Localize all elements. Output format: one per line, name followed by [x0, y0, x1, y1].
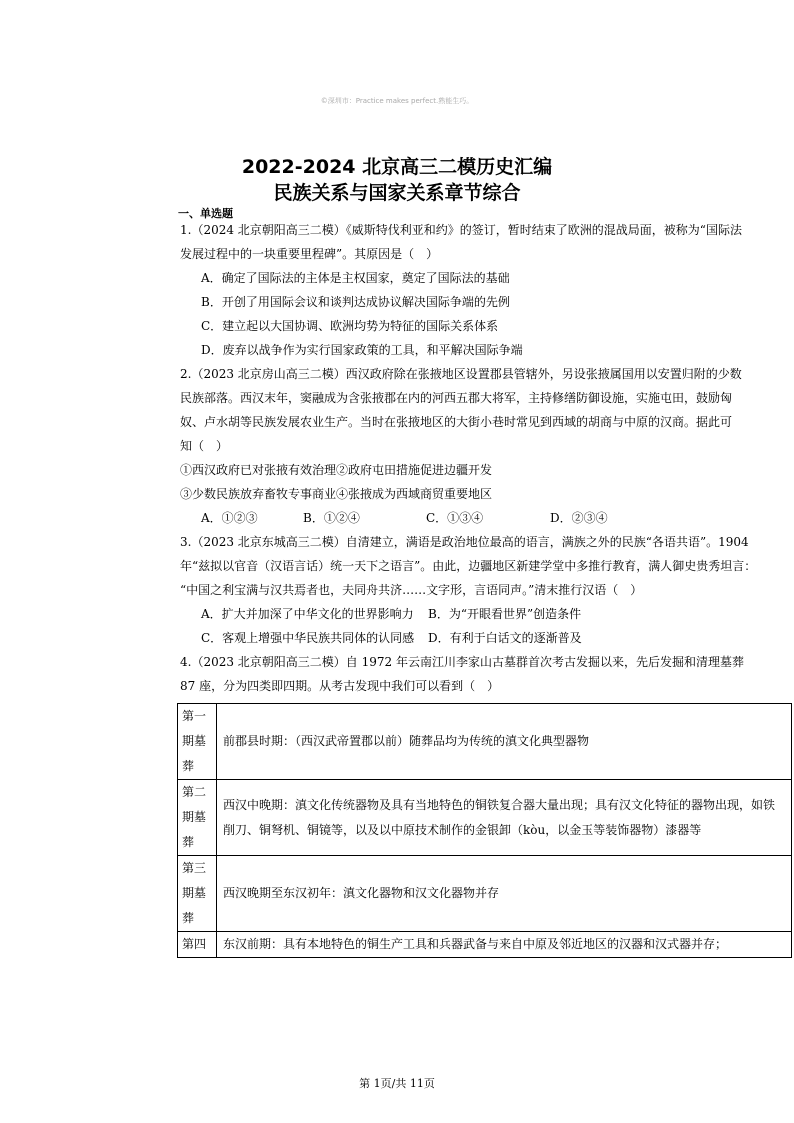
archaeology-table	[177, 703, 792, 958]
period-text: 第四	[182, 937, 207, 951]
period-text: 期墓	[182, 810, 207, 824]
question-3-option-c: C．客观上增强中华民族共同体的认同感	[201, 631, 415, 645]
question-3-line-1: 3.（2023 北京东城高三二模）自清建立，满语是政治地位最高的语言，满族之外的民族“各语共语”。1904	[180, 535, 749, 549]
question-1-option-c: C．建立起以大国协调、欧洲均势为特征的国际关系体系	[201, 319, 499, 333]
question-1-option-d: D．废弃以战争作为实行国家政策的工具，和平解决国际争端	[201, 343, 523, 357]
table-row	[178, 932, 792, 958]
question-1-option-b: B．开创了用国际会议和谈判达成协议解决国际争端的先例	[201, 295, 510, 309]
question-2-line-4: 知（ ）	[180, 439, 229, 453]
section-heading: 一、单选题	[178, 207, 233, 220]
period-text: 期墓	[182, 734, 207, 748]
question-2-option-d: D．②③④	[550, 511, 608, 525]
table-row	[178, 780, 792, 856]
question-1-line-1: 1.（2024 北京朝阳高三二模）《威斯特伐利亚和约》的签订，暂时结束了欧洲的混战局面，被称为“国际法	[180, 223, 742, 237]
table-row	[178, 704, 792, 780]
document-title: 2022-2024 北京高三二模历史汇编	[241, 156, 553, 178]
period-text: 第二	[182, 785, 207, 799]
question-2-option-b: B．①②④	[303, 511, 360, 525]
content-cell: 前郡县时期：（西汉武帝置郡以前）随葬品均为传统的滇文化典型器物	[217, 704, 792, 780]
question-1-option-a: A．确定了国际法的主体是主权国家，奠定了国际法的基础	[201, 271, 510, 285]
question-3-option-a: A．扩大并加深了中华文化的世界影响力	[201, 607, 414, 621]
question-3-line-3: “中国之利宝满与汉共焉者也，夫同舟共济……文字形，言语同声。”清末推行汉语（ ）	[180, 583, 643, 597]
question-3-option-b: B．为“开眼看世界”创造条件	[428, 607, 582, 621]
question-2-statement-2: ③少数民族放弃畜牧专事商业④张掖成为西域商贸重要地区	[180, 487, 493, 501]
question-1-line-2: 发展过程中的一块重要里程碑”。其原因是（ ）	[180, 247, 439, 261]
question-2-line-3: 奴、卢水胡等民族发展农业生产。当时在张掖地区的大街小巷时常见到西域的胡商与中原的汉商。据此可	[180, 415, 733, 429]
page-footer: 第 1页/共 11页	[359, 1077, 435, 1090]
content-cell: 西汉中晚期：滇文化传统器物及具有当地特色的铜铁复合器大量出现；具有汉文化特征的器物出现，如铁削刀、铜弩机、铜镜等，以及以中原技术制作的金银卸（kòu，以金玉等装饰器物）漆器等	[217, 780, 792, 856]
period-text: 葬	[182, 835, 195, 849]
question-2-option-a: A．①②③	[201, 511, 258, 525]
question-2-line-2: 民族部落。西汉末年，窦融成为含张掖郡在内的河西五郡大将军，主持修缮防御设施，实施屯田，鼓励匈	[180, 391, 733, 405]
period-text: 葬	[182, 759, 195, 773]
period-text: 葬	[182, 911, 195, 925]
period-cell	[178, 780, 217, 856]
question-2-statement-1: ①西汉政府已对张掖有效治理②政府屯田措施促进边疆开发	[180, 463, 493, 477]
period-text: 期墓	[182, 886, 207, 900]
question-3-option-d: D．有利于白话文的逐渐普及	[428, 631, 582, 645]
period-cell	[178, 932, 217, 958]
period-text: 第一	[182, 709, 207, 723]
content-cell: 西汉晚期至东汉初年：滇文化器物和汉文化器物并存	[217, 856, 792, 932]
period-text: 第三	[182, 861, 207, 875]
question-2-line-1: 2.（2023 北京房山高三二模）西汉政府除在张掖地区设置郡县管辖外，另设张掖属国用以安置归附的少数	[180, 367, 742, 381]
question-3-line-2: 年“兹拟以官音（汉语言话）统一天下之语言”。由此，边疆地区新建学堂中多推行教育，满人御史贵秀坦言：	[180, 559, 757, 573]
document-subtitle: 民族关系与国家关系章节综合	[273, 182, 521, 204]
question-2-option-c: C．①③④	[426, 511, 484, 525]
table-row	[178, 856, 792, 932]
watermark: ©深圳市：Practice makes perfect.熟能生巧。	[320, 97, 474, 105]
period-cell	[178, 704, 217, 780]
content-cell: 东汉前期：具有本地特色的铜生产工具和兵器武备与来自中原及邻近地区的汉器和汉式器并存；	[217, 932, 792, 958]
period-cell	[178, 856, 217, 932]
question-4-line-2: 87 座，分为四类即四期。从考古发现中我们可以看到（ ）	[180, 679, 500, 693]
question-4-line-1: 4.（2023 北京朝阳高三二模）自 1972 年云南江川李家山古墓群首次考古发掘以来，先后发掘和清理墓葬	[180, 655, 744, 669]
